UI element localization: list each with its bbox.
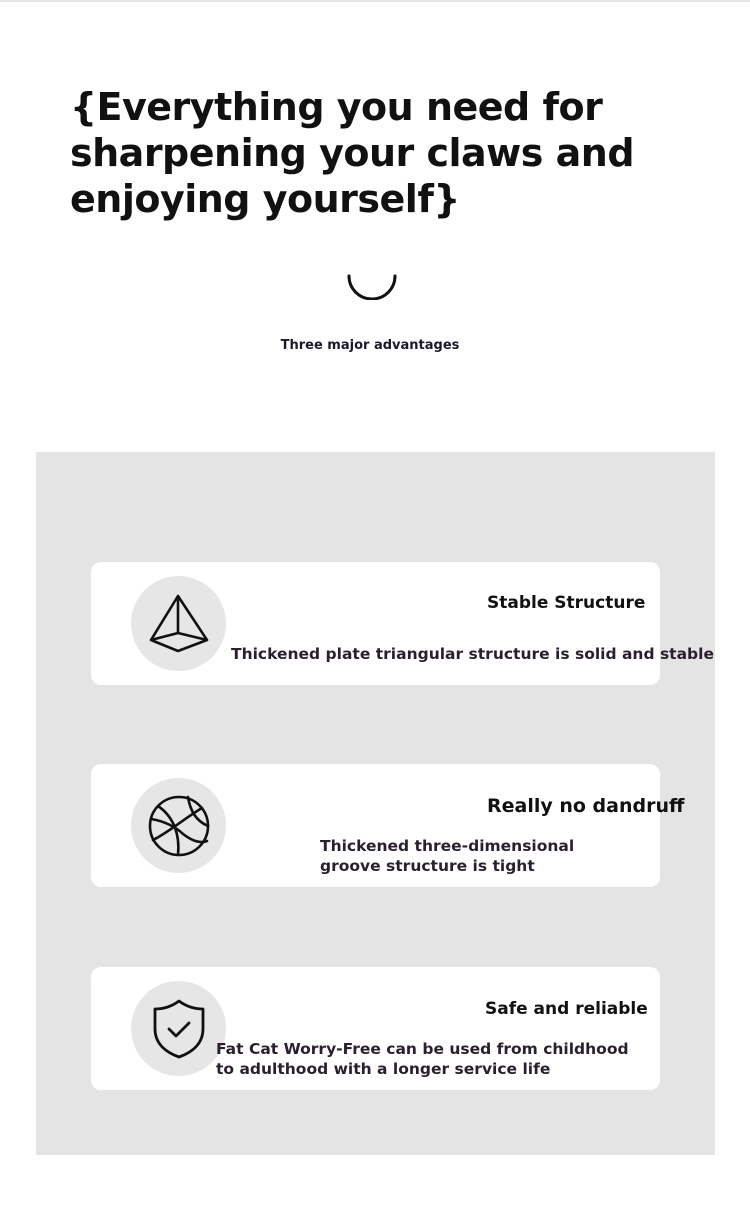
section-subtitle: Three major advantages [280, 338, 460, 353]
basketball-icon [131, 778, 226, 873]
page-headline: {Everything you need for sharpening your claws and enjoying yourself} [70, 85, 635, 221]
advantage-title: Really no dandruff [487, 795, 685, 817]
pyramid-icon [131, 576, 226, 671]
smile-arc-icon [346, 266, 398, 300]
top-divider [0, 0, 750, 2]
advantage-description: Fat Cat Worry-Free can be used from childhood to adulthood with a longer service life [216, 1040, 629, 1078]
shield-check-icon [131, 981, 226, 1076]
advantage-description: Thickened three-dimensional groove structure is tight [320, 837, 575, 875]
advantage-title: Safe and reliable [485, 999, 648, 1019]
advantage-title: Stable Structure [487, 593, 646, 613]
advantage-description: Thickened plate triangular structure is solid and stable [231, 645, 714, 663]
